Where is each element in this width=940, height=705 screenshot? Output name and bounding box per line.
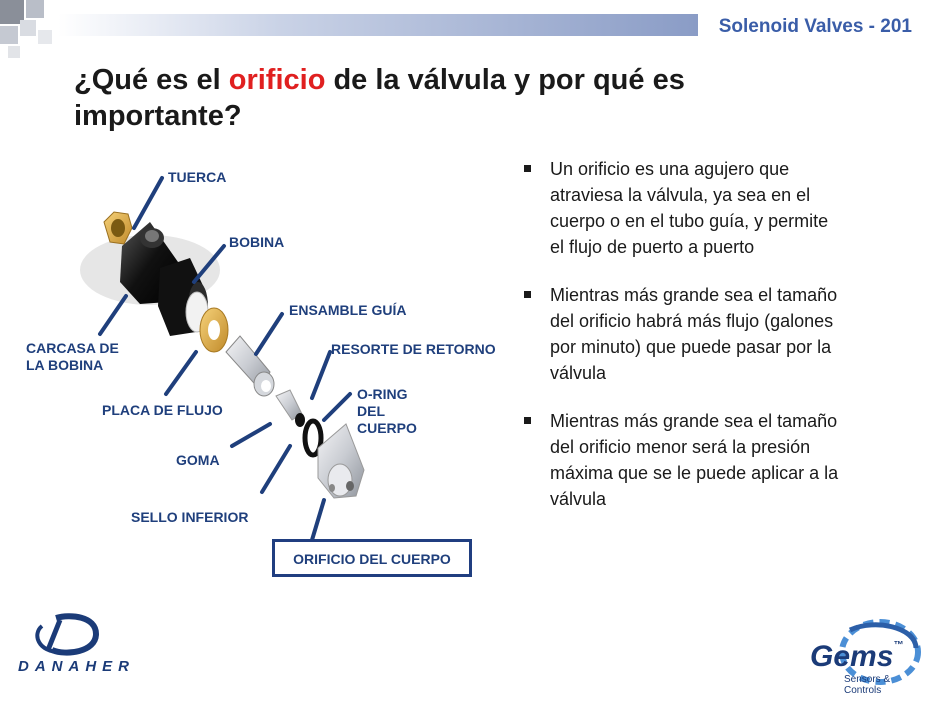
label-carcasa — [26, 340, 119, 374]
bullet-item — [520, 282, 840, 386]
label-placa: PLACA DE FLUJO — [102, 402, 223, 418]
danaher-d-icon — [12, 612, 142, 656]
orifice-label-box — [272, 539, 472, 577]
label-oring-line3: CUERPO — [357, 420, 417, 436]
header-title: Solenoid Valves - 201 — [718, 16, 912, 37]
bullet-square-icon — [524, 165, 531, 172]
label-carcasa-line1: CARCASA DE — [26, 340, 119, 356]
slide-title — [74, 62, 834, 134]
bullet-square-icon — [524, 417, 531, 424]
bullet-square-icon — [524, 291, 531, 298]
label-tuerca: TUERCA — [168, 169, 227, 185]
gems-wordmark: Gems — [810, 640, 894, 673]
title-part-1: ¿Qué es el — [74, 64, 229, 96]
bullet-text: Mientras más grande sea el tamaño del orificio menor será la presión máxima que se le puede aplicar a la válvula — [550, 411, 839, 509]
label-oring-line2: DEL — [357, 403, 385, 419]
label-bobina: BOBINA — [229, 234, 285, 250]
flow-plate-part — [200, 308, 228, 352]
label-resorte: RESORTE DE RETORNO — [331, 341, 496, 357]
danaher-logo — [12, 612, 142, 682]
label-sello: SELLO INFERIOR — [131, 509, 249, 525]
guide-assembly-part — [226, 336, 274, 396]
spring-part — [276, 390, 305, 427]
label-oring-line1: O-RING — [357, 386, 408, 402]
label-carcasa-line2: LA BOBINA — [26, 357, 104, 373]
title-part-2: de la válvula y por qué es importante? — [74, 64, 685, 132]
label-oring — [357, 386, 417, 437]
bullet-text: Un orificio es una agujero que atraviesa la válvula, ya sea en el cuerpo o en el tubo guía, y permite el flujo de puerto a puerto — [550, 159, 829, 257]
bullet-item — [520, 408, 840, 512]
bullet-item — [520, 156, 840, 260]
bullet-text: Mientras más grande sea el tamaño del orificio habrá más flujo (galones por minuto) que puede pasar por la válvula — [550, 285, 838, 383]
label-goma: GOMA — [176, 452, 220, 468]
gems-tm: ™ — [893, 640, 904, 651]
gems-logo — [806, 618, 930, 696]
danaher-wordmark: DANAHER — [18, 658, 135, 675]
bullet-list — [520, 156, 840, 534]
label-ensamble-guia: ENSAMBLE GUÍA — [289, 302, 407, 318]
leader-lines — [100, 178, 350, 540]
title-highlight: orificio — [228, 64, 326, 96]
label-orificio: ORIFICIO DEL CUERPO — [293, 551, 451, 567]
gems-tagline: Sensors & Controls — [844, 674, 891, 696]
header-bar — [58, 14, 698, 36]
